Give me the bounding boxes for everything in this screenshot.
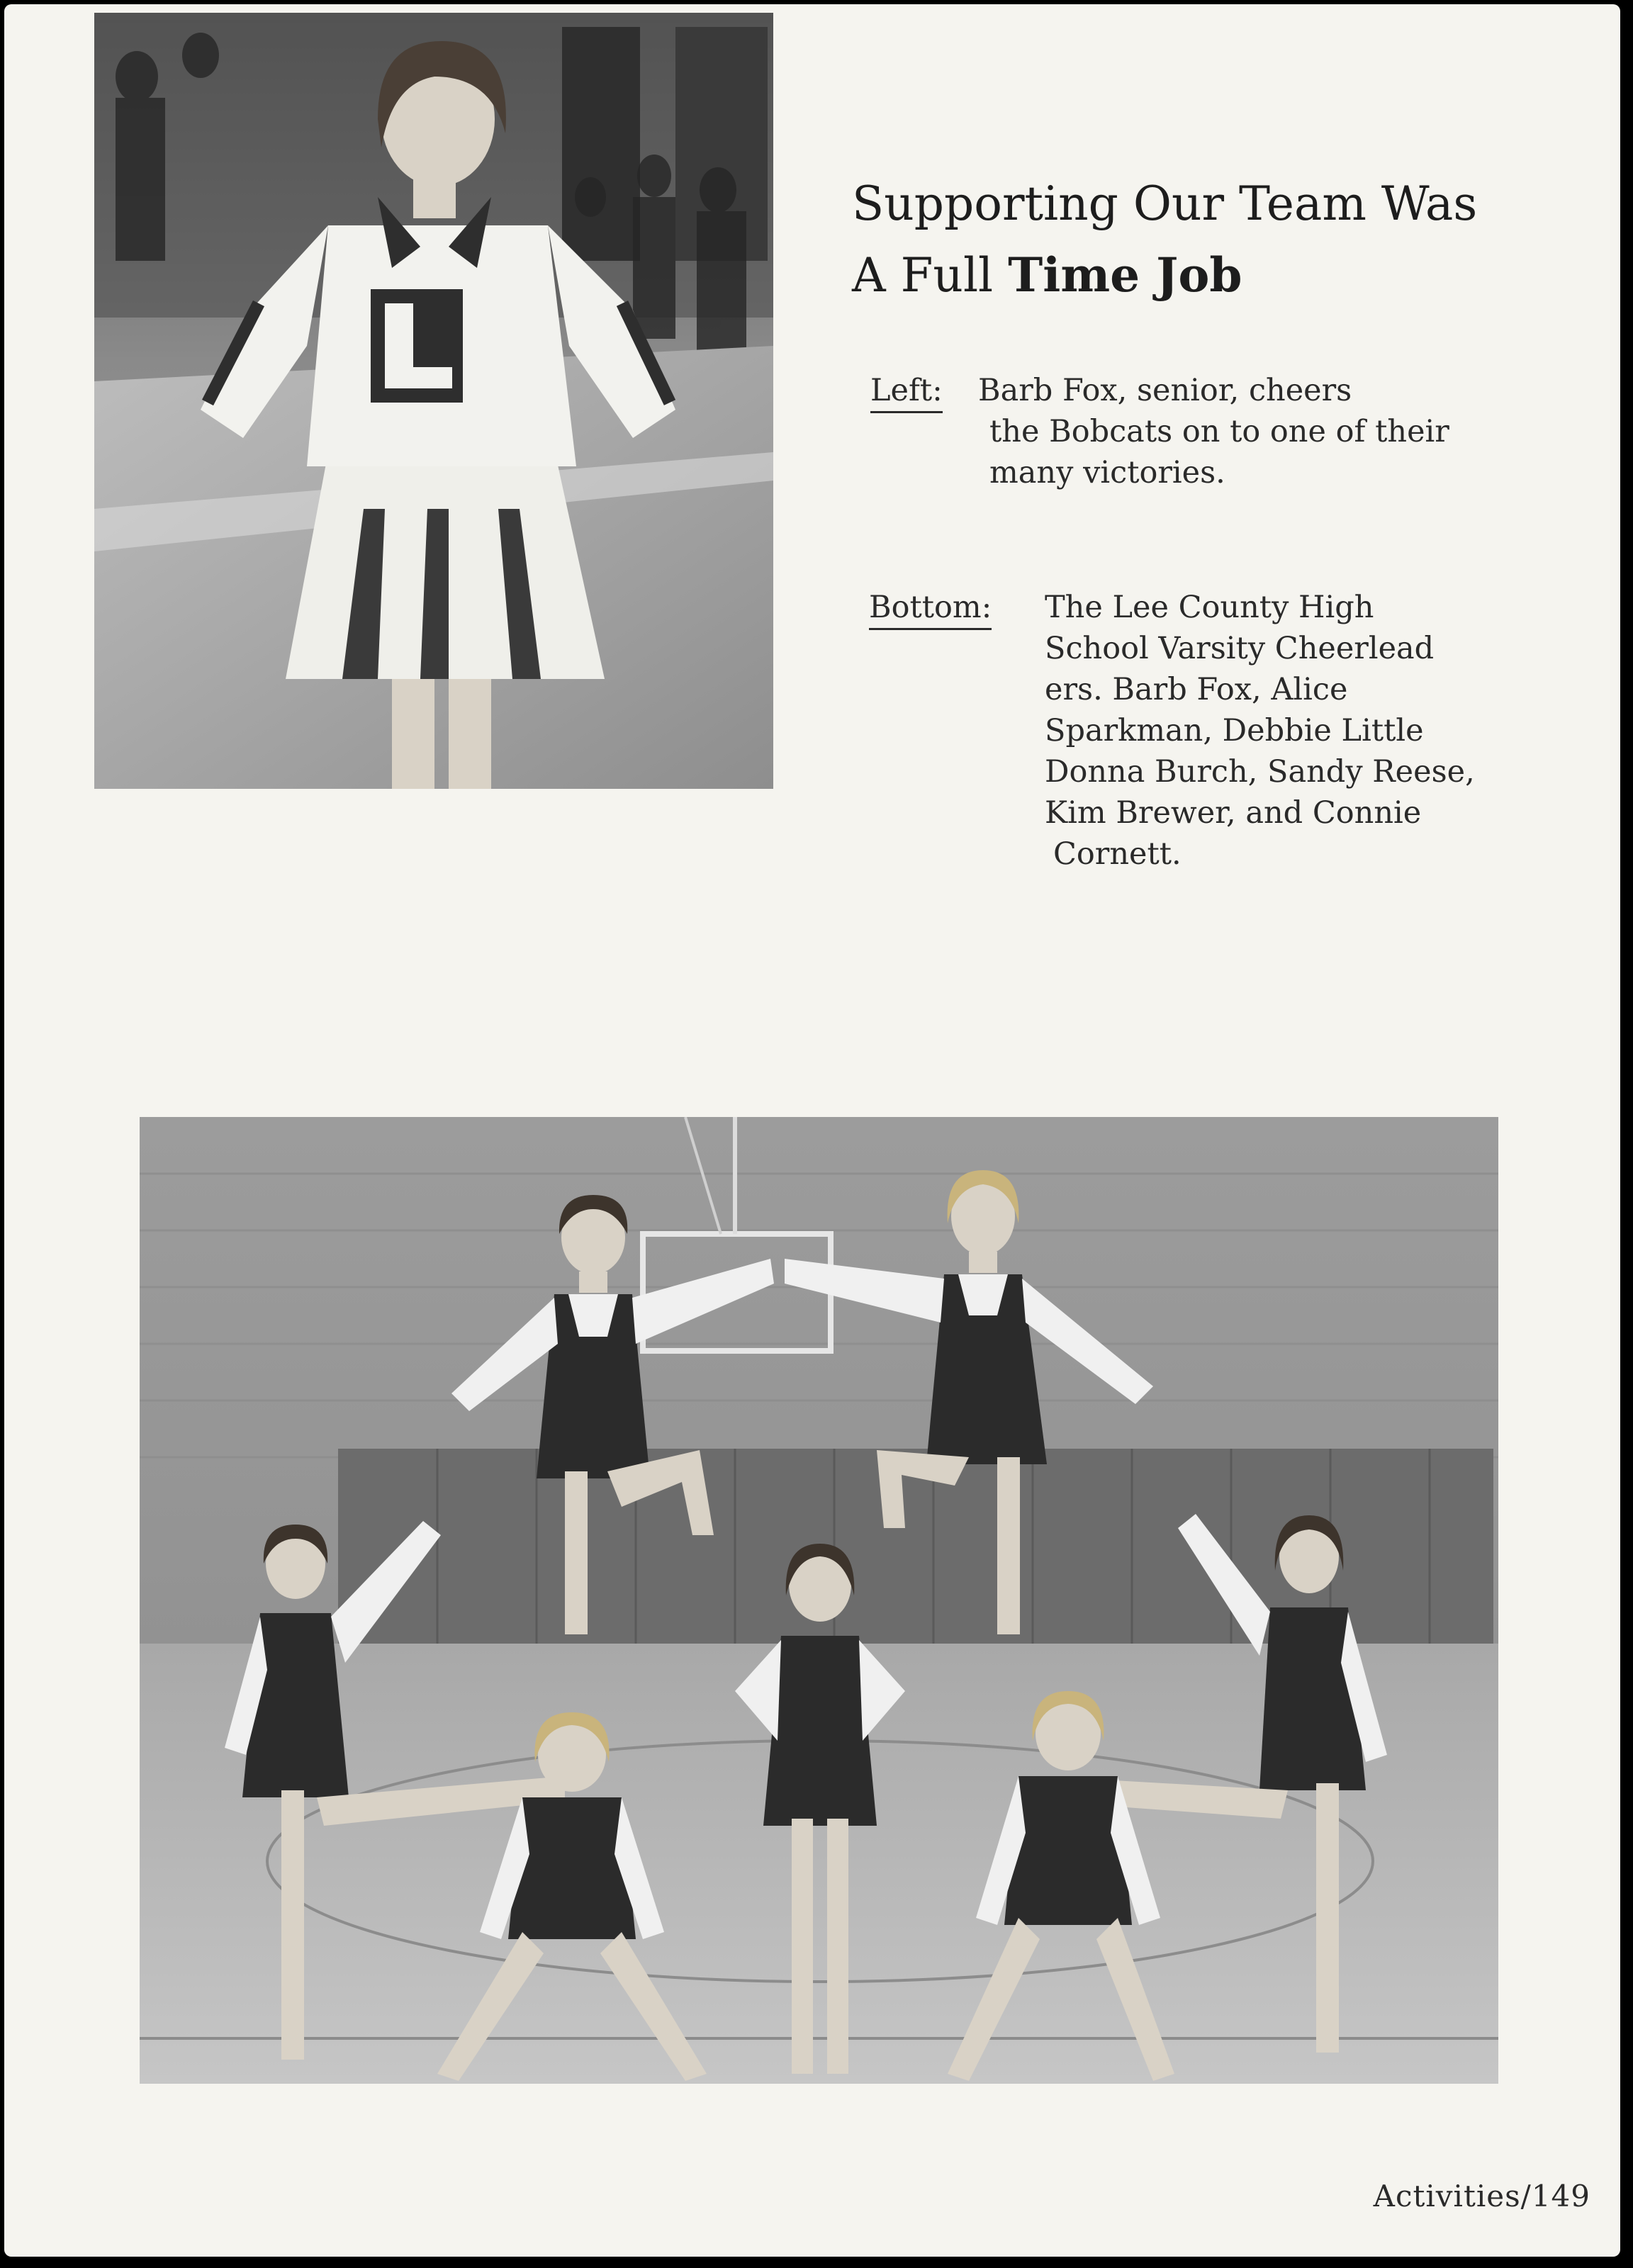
- caption-bottom-text: [1045, 587, 1475, 875]
- caption-bottom-line: Cornett.: [1053, 836, 1182, 872]
- caption-bottom-line: School Varsity Cheerlead: [1045, 631, 1435, 666]
- caption-left-text: [978, 370, 1449, 493]
- caption-bottom-label: Bottom:: [869, 587, 992, 630]
- headline-line-2: [852, 240, 1561, 311]
- caption-left-line: many victories.: [989, 455, 1225, 490]
- caption-bottom-line: ers. Barb Fox, Alice: [1045, 672, 1348, 707]
- page-headline: [852, 169, 1561, 311]
- cheerleader-squad-photo: [140, 1117, 1498, 2084]
- caption-bottom-line: Donna Burch, Sandy Reese,: [1045, 754, 1475, 790]
- caption-bottom-line: Sparkman, Debbie Little: [1045, 713, 1424, 748]
- headline-line-2-part-a: A Full: [852, 248, 1009, 303]
- headline-line-1: Supporting Our Team Was: [852, 176, 1478, 231]
- headline-line-2-part-b: Time Job: [1008, 247, 1242, 303]
- caption-left: [870, 370, 1615, 512]
- caption-bottom: [869, 587, 1620, 885]
- caption-left-line: the Bobcats on to one of their: [989, 414, 1449, 449]
- cheerleader-portrait-photo: [94, 13, 773, 789]
- cheerleader-squad-illustration: [140, 1117, 1498, 2084]
- caption-left-label: Left:: [870, 370, 943, 413]
- cheerleader-portrait-illustration: [94, 13, 773, 789]
- yearbook-page: [4, 4, 1620, 2257]
- caption-left-line: Barb Fox, senior, cheers: [978, 373, 1352, 408]
- caption-bottom-line: Kim Brewer, and Connie: [1045, 795, 1422, 831]
- page-folio: Activities/149: [1373, 2179, 1590, 2213]
- caption-bottom-line: The Lee County High: [1045, 590, 1374, 625]
